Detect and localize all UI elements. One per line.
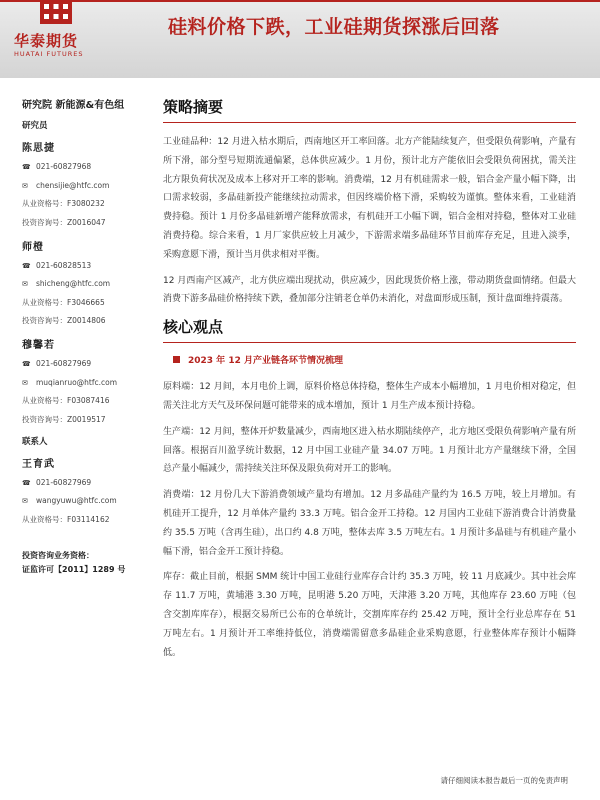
analyst-phone: 021-60828513 (36, 260, 92, 270)
heading-divider (163, 122, 576, 123)
analyst-name: 师橙 (22, 241, 44, 253)
analyst-license: 从业资格号：F03087416 (22, 396, 110, 405)
core-paragraph: 生产端：12 月间，整体开炉数量减少，西南地区进入枯水期陆续停产，北方地区受限负荷影响产量有所回落。根据百川盈孚统计数据，12 月中国工业硅产量 34.07 万吨。1 月预计北方产量继续下滑，全国总产量小幅减少，需持续关注环保及限负荷对开工的影响。 (163, 426, 576, 475)
analyst-phone: 021-60827969 (36, 359, 92, 368)
analyst-name: 陈思捷 (22, 143, 55, 154)
core-subheading-text: 2023 年 12 月产业链各环节情况梳理 (188, 356, 343, 367)
researchers-label: 研究员 (22, 121, 48, 131)
header-top-line (0, 0, 600, 2)
analyst-card (22, 139, 150, 228)
analyst-license: 从业资格号：F3080232 (22, 199, 105, 208)
analyst-phone: 021-60827968 (36, 162, 92, 171)
email-icon: ✉ (22, 378, 28, 387)
logo-en-text: HUATAI FUTURES (14, 50, 84, 58)
contact-label: 联系人 (22, 436, 48, 447)
contact-email[interactable]: wangyuwu@htfc.com (36, 496, 117, 505)
square-bullet-icon (173, 356, 180, 363)
analyst-name: 穆馨若 (22, 340, 55, 351)
summary-paragraph: 工业硅品种：12 月进入枯水期后，西南地区开工率回落。北方产能陆续复产，但受限负荷影响，产量有所下滑，部分型号短期流通偏紧，总体供应减少。1 月份，预计北方产能依旧会受限负荷困扰，需关注北方限负荷状况及成本上移对开工率的影响。消费端，12 月有机硅需求一般，铝合金产量小幅下降，出口需求较弱，多晶硅新投产能继续拉动需求，但因终端价格下滑，采购较为谨慎。整体来看，工业硅消费持稳。预计 1 月份多晶硅新增产能释放需求，有机硅开工小幅下调，铝合金相对持稳，整体对工业硅消费持稳。综合来看，1 月厂家供应较上月减少，下游需求端多晶硅环节目前库存充足，且进入淡季，采购意愿下滑，预计当月供求相对平衡。 (163, 137, 576, 260)
phone-icon: ☎ (22, 360, 31, 368)
contact-name: 王育武 (22, 458, 55, 470)
core-paragraph: 库存：截止目前，根据 SMM 统计中国工业硅行业库存合计约 35.3 万吨，较 11 月底减少。其中社会库存 11.7 万吨，黄埔港 3.30 万吨，昆明港 5.20 万吨，天津港 3.20 万吨，其他库存 23.60 万吨（包含交割库库存），根据交易所已公布的仓单统计，交割库库存约 25.42 万吨，预计全行业总库存在 51 万吨左右。1 月预计开工率维持低位，消费端需留意多晶硅企业采购意愿，行业整体库存预计小幅降低。 (163, 572, 576, 658)
analyst-card (22, 336, 150, 425)
analyst-email[interactable]: shicheng@htfc.com (36, 279, 111, 288)
summary-paragraph: 12 月西南产区减产，北方供应端出现扰动，供应减少，因此现货价格上涨，带动期货盘面情绪。但最大消费下游多晶硅价格持续下跌，叠加部分注销老仓单仍未消化，对盘面形成压制，预计盘面维持震荡。 (163, 275, 576, 305)
summary-heading: 策略摘要 (163, 98, 224, 116)
email-icon: ✉ (22, 181, 28, 190)
analyst-advisor-no: 投资咨询号：Z0019517 (22, 414, 106, 424)
logo-cn-text: 华泰期货 (14, 32, 79, 50)
core-heading: 核心观点 (163, 318, 224, 337)
qualification-line-2: 证监许可【2011】1289 号 (22, 564, 126, 574)
heading-divider (163, 342, 576, 343)
main-content (163, 96, 576, 669)
analyst-advisor-no: 投资咨询号：Z0016047 (22, 217, 106, 227)
analyst-email[interactable]: muqianruo@htfc.com (36, 377, 118, 387)
qualification-note (22, 549, 150, 577)
report-header (0, 0, 600, 78)
phone-icon: ☎ (22, 163, 31, 171)
analyst-email[interactable]: chensijie@htfc.com (36, 180, 110, 190)
huatai-logo-icon (40, 0, 72, 24)
core-subheading (163, 353, 576, 366)
core-paragraph: 原料端：12 月间，本月电价上调，原料价格总体持稳，整体生产成本小幅增加，1 月电价相对稳定，但需关注北方天气及环保问题可能带来的成本增加，预计 1 月生产成本预计持稳。 (163, 382, 576, 411)
disclaimer-footer: 请仔细阅读本报告最后一页的免责声明 (440, 776, 568, 785)
email-icon: ✉ (22, 497, 28, 505)
sidebar (22, 96, 150, 577)
report-title: 硅料价格下跌，工业硅期货探涨后回落 (168, 16, 500, 38)
analyst-advisor-no: 投资咨询号：Z0014806 (22, 316, 106, 325)
phone-icon: ☎ (22, 478, 31, 487)
phone-icon: ☎ (22, 261, 31, 270)
email-icon: ✉ (22, 280, 28, 288)
analyst-license: 从业资格号：F3046665 (22, 297, 105, 307)
contact-phone: 021-60827969 (36, 477, 92, 487)
contact-card (22, 455, 150, 525)
qualification-line-1: 投资咨询业务资格： (22, 550, 94, 560)
core-paragraph: 消费端：12 月份几大下游消费领域产量均有增加。12 月多晶硅产量约为 16.5 万吨，较上月增加。有机硅开工提升，12 月单体产量约 33.3 万吨。铝合金开工持稳。12 月国内工业硅下游消费合计消费量约 35.5 万吨（含再生硅），出口约 4.8 万吨，整体去库 3.5 万吨左右。1 月预计多晶硅与有机硅产量小幅下滑，铝合金开工预计持稳。 (163, 490, 576, 557)
contact-license: 从业资格号：F03114162 (22, 514, 110, 524)
department-label: 研究院 新能源&有色组 (22, 100, 125, 111)
analyst-card (22, 238, 150, 327)
